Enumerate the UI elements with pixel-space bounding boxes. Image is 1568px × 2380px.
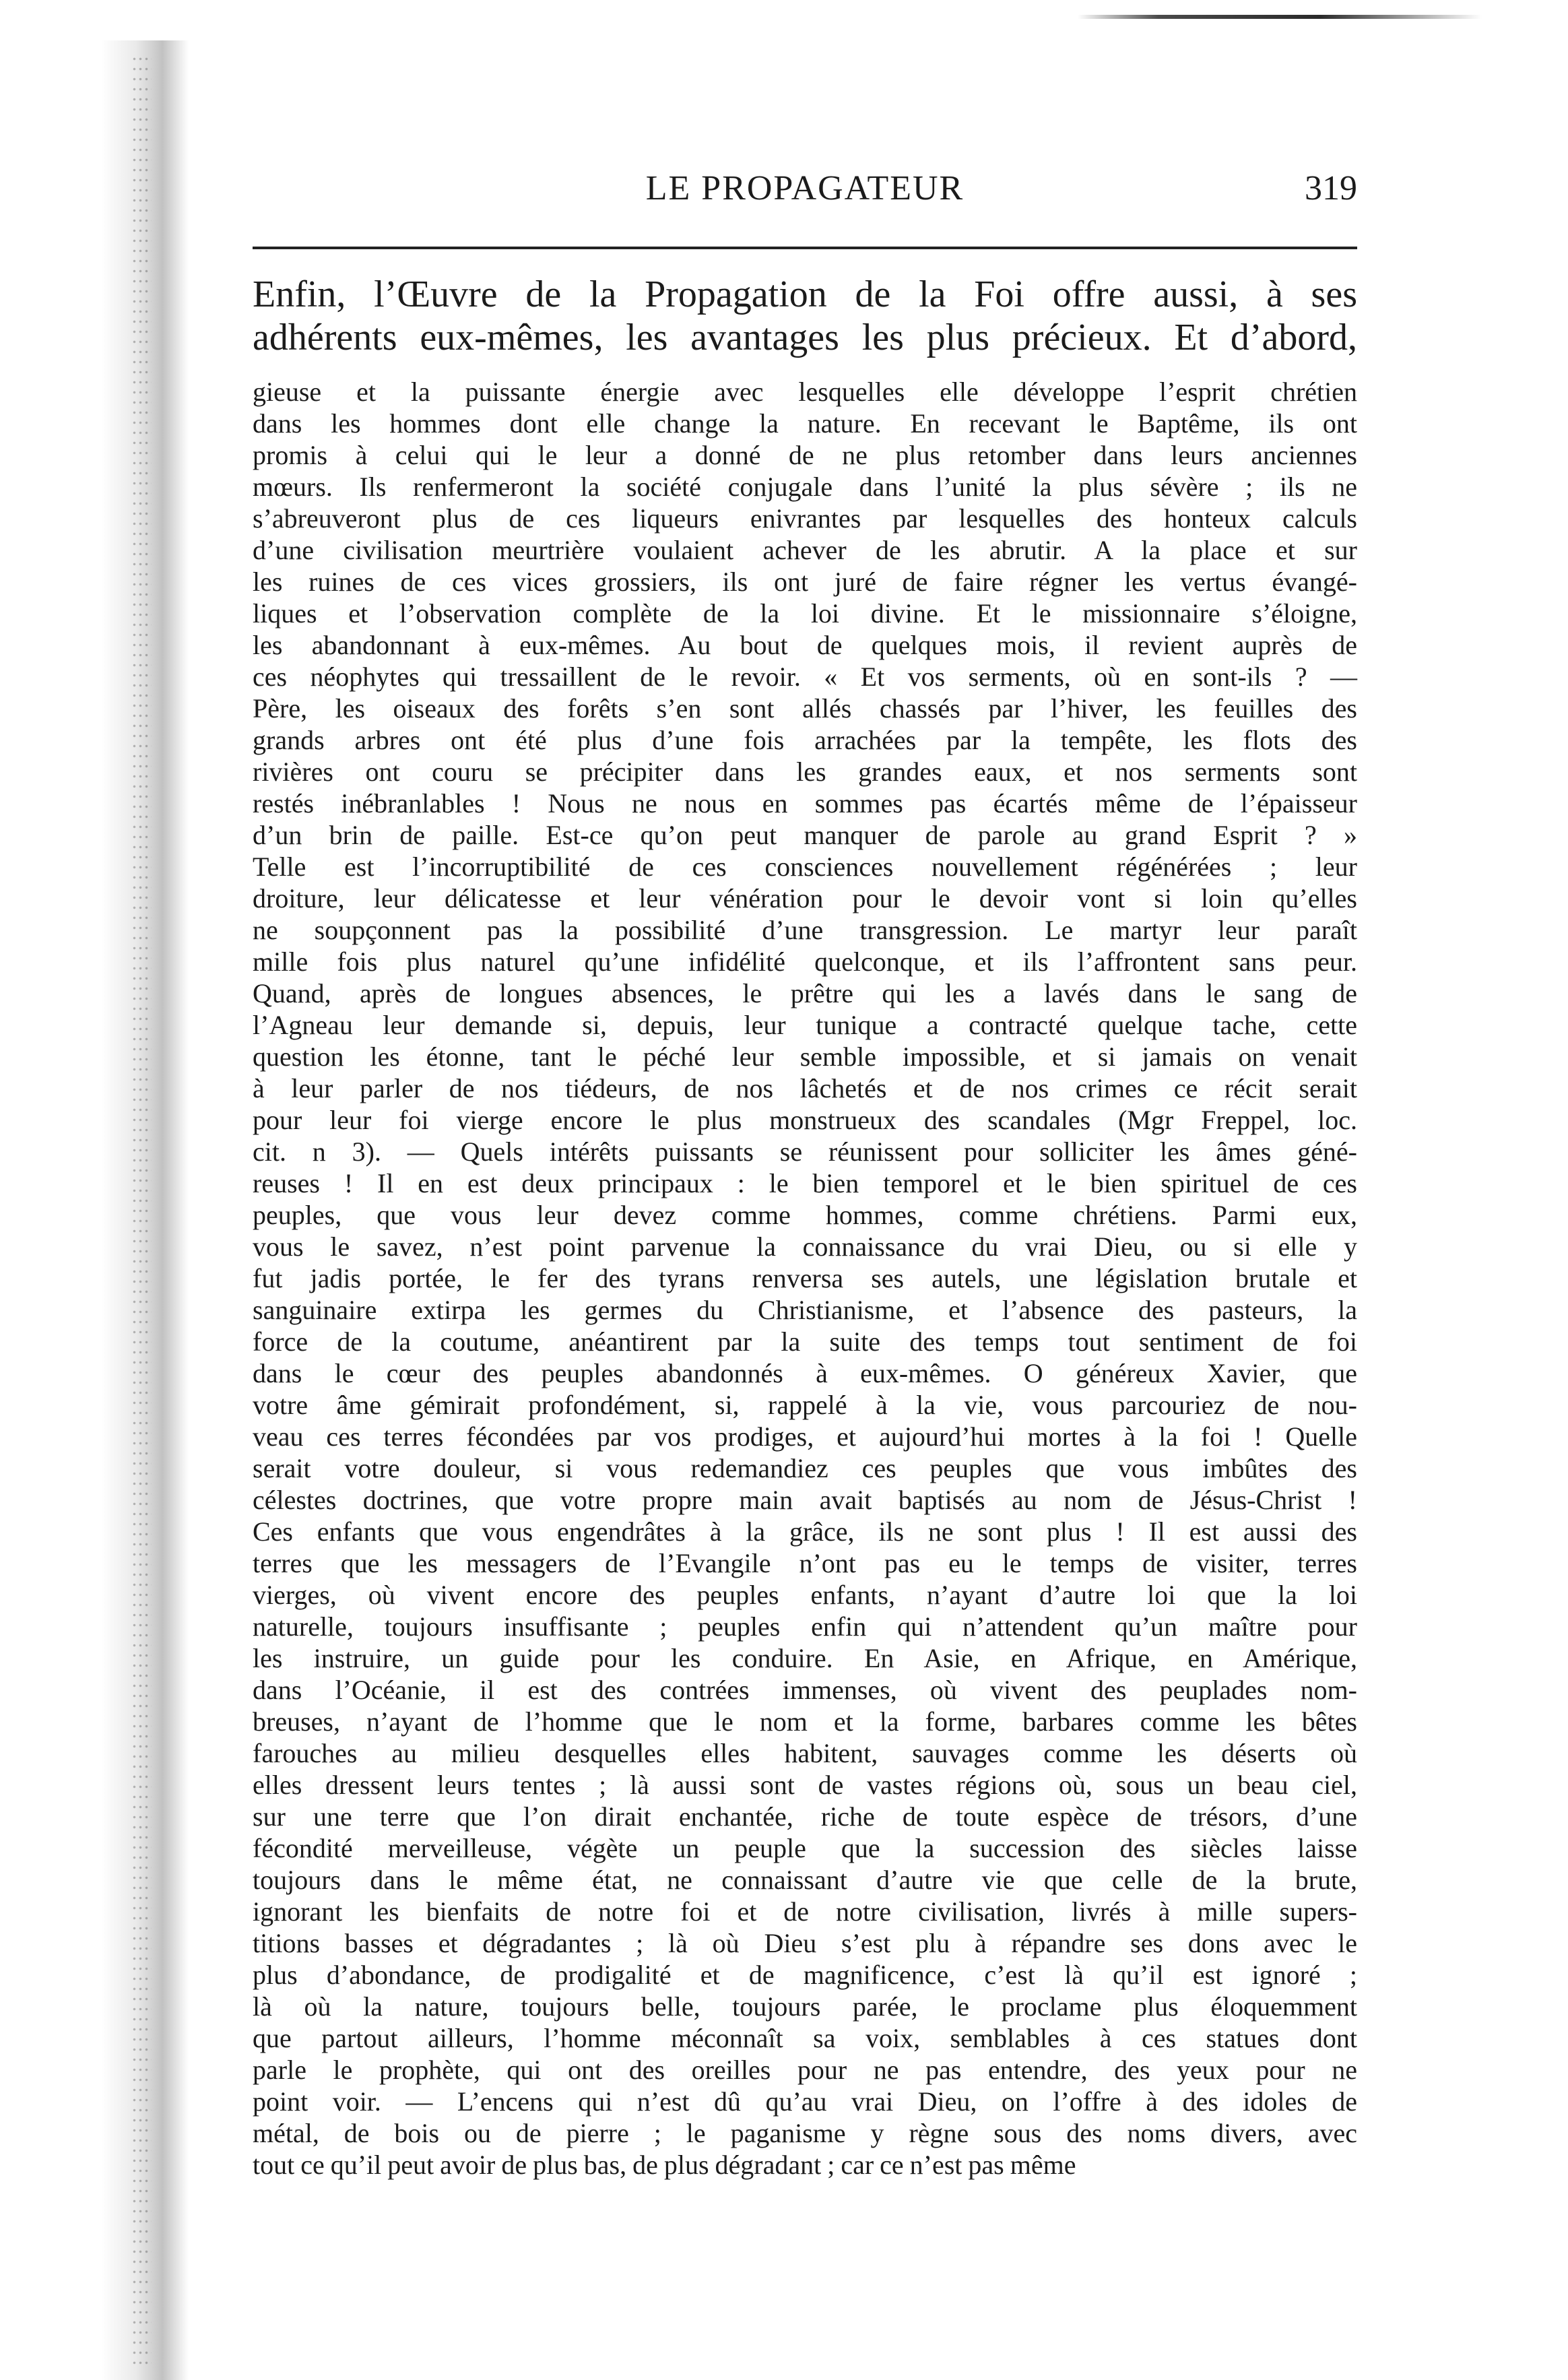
- text-line: ne soupçonnent pas la possibilité d’une transgression. Le martyr leur paraît: [253, 915, 1357, 945]
- text-line: les ruines de ces vices grossiers, ils ont juré de faire régner les vertus évangé-: [253, 567, 1357, 597]
- text-line: promis à celui qui le leur a donné de ne plus retomber dans leurs anciennes: [253, 440, 1357, 470]
- text-line: les abandonnant à eux-mêmes. Au bout de quelques mois, il revient auprès de: [253, 630, 1357, 660]
- text-line: l’Agneau leur demande si, depuis, leur tunique a contracté quelque tache, cette: [253, 1010, 1357, 1040]
- text-line: d’une civilisation meurtrière voulaient achever de les abrutir. A la place et sur: [253, 535, 1357, 565]
- text-line: que partout ailleurs, l’homme méconnaît sa voix, semblables à ces statues dont: [253, 2023, 1357, 2053]
- text-line: gieuse et la puissante énergie avec lesquelles elle développe l’esprit chrétien: [253, 377, 1357, 407]
- text-line: parle le prophète, qui ont des oreilles pour ne pas entendre, des yeux pour ne: [253, 2055, 1357, 2085]
- text-line: rivières ont couru se précipiter dans les grandes eaux, et nos serments sont: [253, 757, 1357, 787]
- text-line: dans les hommes dont elle change la nature. En recevant le Baptême, ils ont: [253, 408, 1357, 439]
- text-line: mille fois plus naturel qu’une infidélité quelconque, et ils l’affrontent sans peur.: [253, 946, 1357, 977]
- text-line: force de la coutume, anéantirent par la suite des temps tout sentiment de foi: [253, 1326, 1357, 1357]
- intro-paragraph: [253, 273, 1357, 359]
- text-line: mœurs. Ils renfermeront la société conjugale dans l’unité la plus sévère ; ils ne: [253, 472, 1357, 502]
- scan-streak: [1078, 15, 1482, 19]
- text-line: toujours dans le même état, ne connaissant d’autre vie que celle de la brute,: [253, 1865, 1357, 1895]
- text-line: restés inébranlables ! Nous ne nous en sommes pas écartés même de l’épaisseur: [253, 788, 1357, 818]
- text-line: Ces enfants que vous engendrâtes à la grâce, ils ne sont plus ! Il est aussi des: [253, 1516, 1357, 1547]
- text-line: point voir. — L’encens qui n’est dû qu’au vrai Dieu, on l’offre à des idoles de: [253, 2086, 1357, 2117]
- intro-line: Enfin, l’Œuvre de la Propagation de la Foi offre aussi, à ses: [253, 274, 1357, 315]
- text-line: pour leur foi vierge encore le plus monstrueux des scandales (Mgr Freppel, loc.: [253, 1105, 1357, 1135]
- text-line: votre âme gémirait profondément, si, rappelé à la vie, vous parcouriez de nou-: [253, 1390, 1357, 1420]
- text-line: là où la nature, toujours belle, toujours parée, le proclame plus éloquemment: [253, 1991, 1357, 2022]
- text-line: célestes doctrines, que votre propre main avait baptisés au nom de Jésus-Christ !: [253, 1485, 1357, 1515]
- text-line: vous le savez, n’est point parvenue la connaissance du vrai Dieu, ou si elle y: [253, 1231, 1357, 1262]
- text-line: naturelle, toujours insuffisante ; peuples enfin qui n’attendent qu’un maître pour: [253, 1611, 1357, 1642]
- text-line: terres que les messagers de l’Evangile n’ont pas eu le temps de visiter, terres: [253, 1548, 1357, 1578]
- binding-edge: [131, 54, 152, 2371]
- text-line: vierges, où vivent encore des peuples enfants, n’ayant d’autre loi que la loi: [253, 1580, 1357, 1610]
- text-line: tout ce qu’il peut avoir de plus bas, de plus dégradant ; car ce n’est pas même: [253, 2150, 1076, 2180]
- text-line: ignorant les bienfaits de notre foi et de notre civilisation, livrés à mille supers-: [253, 1896, 1357, 1927]
- text-line: dans l’Océanie, il est des contrées immenses, où vivent des peuplades nom-: [253, 1675, 1357, 1705]
- text-line: grands arbres ont été plus d’une fois arrachées par la tempête, les flots des: [253, 725, 1357, 755]
- text-line: liques et l’observation complète de la loi divine. Et le missionnaire s’éloigne,: [253, 598, 1357, 629]
- text-line: métal, de bois ou de pierre ; le paganisme y règne sous des noms divers, avec: [253, 2118, 1357, 2148]
- page-header: [253, 168, 1357, 222]
- text-line: Quand, après de longues absences, le prêtre qui les a lavés dans le sang de: [253, 978, 1357, 1008]
- text-line: cit. n 3). — Quels intérêts puissants se réunissent pour solliciter les âmes géné-: [253, 1136, 1357, 1167]
- text-line: Père, les oiseaux des forêts s’en sont allés chassés par l’hiver, les feuilles des: [253, 693, 1357, 723]
- text-line: veau ces terres fécondées par vos prodiges, et aujourd’hui mortes à la foi ! Quelle: [253, 1421, 1357, 1452]
- text-line: titions basses et dégradantes ; là où Dieu s’est plu à répandre ses dons avec le: [253, 1928, 1357, 1958]
- text-line: fécondité merveilleuse, végète un peuple que la succession des siècles laisse: [253, 1833, 1357, 1863]
- header-rule: [253, 247, 1357, 249]
- text-line: s’abreuveront plus de ces liqueurs enivrantes par lesquelles des honteux calculs: [253, 503, 1357, 534]
- text-line: à leur parler de nos tiédeurs, de nos lâchetés et de nos crimes ce récit serait: [253, 1073, 1357, 1103]
- text-line: d’un brin de paille. Est-ce qu’on peut manquer de parole au grand Esprit ? »: [253, 820, 1357, 850]
- text-line: droiture, leur délicatesse et leur vénération pour le devoir vont si loin qu’elles: [253, 883, 1357, 913]
- text-line: reuses ! Il en est deux principaux : le bien temporel et le bien spirituel de ces: [253, 1168, 1357, 1198]
- text-line: question les étonne, tant le péché leur semble impossible, et si jamais on venait: [253, 1041, 1357, 1072]
- running-title: LE PROPAGATEUR: [645, 169, 965, 207]
- text-line: dans le cœur des peuples abandonnés à eux-mêmes. O généreux Xavier, que: [253, 1358, 1357, 1388]
- text-line: Telle est l’incorruptibilité de ces consciences nouvellement régénérées ; leur: [253, 851, 1357, 882]
- text-line: breuses, n’ayant de l’homme que le nom et la forme, barbares comme les bêtes: [253, 1706, 1357, 1737]
- page-number: 319: [1305, 169, 1357, 207]
- text-line: serait votre douleur, si vous redemandiez ces peuples que vous imbûtes des: [253, 1453, 1357, 1483]
- text-line: plus d’abondance, de prodigalité et de magnificence, c’est là qu’il est ignoré ;: [253, 1960, 1357, 1990]
- text-line: fut jadis portée, le fer des tyrans renversa ses autels, une législation brutale et: [253, 1263, 1357, 1293]
- text-line: farouches au milieu desquelles elles habitent, sauvages comme les déserts où: [253, 1738, 1357, 1768]
- body-paragraph: [253, 376, 1357, 2181]
- text-line: sur une terre que l’on dirait enchantée, riche de toute espèce de trésors, d’une: [253, 1801, 1357, 1832]
- text-line: les instruire, un guide pour les conduire. En Asie, en Afrique, en Amérique,: [253, 1643, 1357, 1673]
- intro-line: adhérents eux-mêmes, les avantages les plus précieux. Et d’abord,: [253, 317, 1357, 358]
- text-line: sanguinaire extirpa les germes du Christianisme, et l’absence des pasteurs, la: [253, 1295, 1357, 1325]
- text-line: elles dressent leurs tentes ; là aussi sont de vastes régions où, sous un beau ciel,: [253, 1770, 1357, 1800]
- text-line: peuples, que vous leur devez comme hommes, comme chrétiens. Parmi eux,: [253, 1200, 1357, 1230]
- text-line: ces néophytes qui tressaillent de le revoir. « Et vos serments, où en sont-ils ? —: [253, 662, 1357, 692]
